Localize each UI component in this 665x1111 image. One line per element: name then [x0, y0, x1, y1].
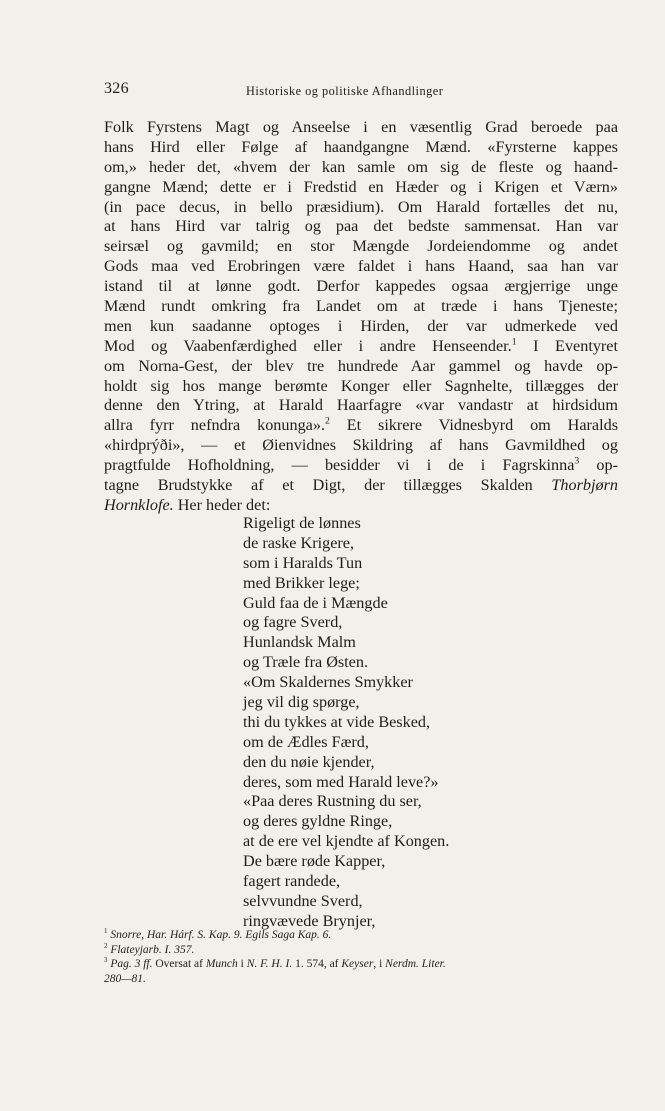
footnote-text: N. F. H. I. — [246, 958, 293, 970]
running-title: Historiske og politiske Afhandlinger — [246, 84, 444, 98]
verse-line: selvvundne Sverd, — [243, 891, 363, 910]
text-segment: Et sikrere Vidnesbyrd om Haralds — [329, 416, 618, 435]
footnote-text: Munch — [205, 958, 238, 970]
text-line: (in pace decus, in bello præsidium). Om Harald fortælles det nu, — [104, 197, 618, 216]
text-line: seirsæl og gavmild; en stor Mængde Jordeiendomme og andet — [104, 237, 618, 256]
page-header — [104, 80, 618, 100]
verse-line: «Paa deres Rustning du ser, — [243, 792, 422, 811]
text-line — [104, 337, 618, 357]
footnote-text: Snorre, Har. Hárf. S. Kap. 9. Egils Saga Kap. 6. — [110, 929, 332, 941]
text-line: Gods maa ved Erobringen være faldet i hans Haand, saa han var — [104, 257, 618, 276]
verse-line: jeg vil dig spørge, — [243, 693, 360, 712]
footnote-text: Nerdm. Liter. — [385, 958, 446, 970]
footnote-text: i — [237, 958, 247, 970]
verse-line: de raske Krigere, — [243, 533, 355, 552]
footnote-number: 1 — [104, 928, 108, 936]
body-paragraph — [104, 118, 618, 516]
verse-line: Rigeligt de lønnes — [243, 514, 361, 532]
verse-line: De bære røde Kapper, — [243, 852, 386, 871]
footnote-3 — [104, 957, 618, 972]
text-line: Mænd rundt omkring fra Landet om at træde i hans Tjeneste; — [104, 297, 618, 316]
verse-line: og fagre Sverd, — [243, 613, 343, 632]
text-line: gangne Mænd; dette er i Fredstid en Hæder og i Krigen et Værn» — [104, 177, 618, 196]
text-line: holdt sig hos mange berømte Konger eller Sagnhelte, tillægges der — [104, 376, 618, 395]
footnote-text: Keyser — [341, 958, 374, 970]
text-segment: allra fyrr nefndra konunga». — [104, 416, 325, 435]
footnote-3-continued — [104, 972, 618, 987]
text-segment: pragtfulde Hofholdning, — besidder vi i de i Fagrskinna — [104, 456, 575, 475]
verse-line: fagert randede, — [243, 872, 341, 891]
verse-line: som i Haralds Tun — [243, 553, 363, 572]
footnote-text: Flateyjarb. I. 357. — [110, 943, 195, 956]
skald-surname: Hornklofe. — [104, 495, 174, 514]
footnote-ref-1: 1 — [511, 336, 517, 348]
verse-line: om de Ædles Færd, — [243, 732, 369, 751]
poem-verse — [243, 514, 543, 932]
footnote-text: Pag. 3 ff. — [110, 958, 153, 970]
verse-line: ringvævede Brynjer, — [243, 911, 376, 930]
skald-name: Thorbjørn — [551, 476, 618, 495]
verse-line: at de ere vel kjendte af Kongen. — [243, 832, 450, 851]
text-segment: I Eventyret — [516, 336, 618, 355]
footnote-ref-3: 3 — [574, 456, 580, 467]
text-line — [104, 476, 618, 496]
page-number: 326 — [104, 80, 129, 97]
footnote-number: 2 — [104, 942, 108, 950]
verse-line: Hunlandsk Malm — [243, 633, 356, 652]
footnote-2 — [104, 943, 618, 958]
text-segment: Her heder det: — [173, 495, 271, 514]
text-line: at hans Hird var talrig og paa det bedste sammensat. Han var — [104, 217, 618, 236]
verse-line: og Træle fra Østen. — [243, 653, 369, 672]
footnote-ref-2: 2 — [325, 416, 330, 427]
text-line: om,» heder det, «hvem der kan samle om sig de fleste og haand- — [104, 157, 618, 176]
text-line — [104, 456, 618, 476]
verse-line: med Brikker lege; — [243, 573, 360, 592]
footnotes — [104, 928, 618, 986]
footnote-text: 1. 574, af — [292, 958, 342, 970]
footnote-number: 3 — [104, 957, 108, 965]
text-line: Folk Fyrstens Magt og Anseelse i en væsentlig Grad beroede paa — [104, 118, 618, 136]
text-line: om Norna-Gest, der blev tre hundrede Aar gammel og havde op- — [104, 356, 618, 375]
text-line — [104, 496, 618, 516]
text-segment: op- — [579, 456, 618, 475]
verse-line: «Om Skaldernes Smykker — [243, 673, 413, 692]
text-line: denne den Ytring, at Harald Haarfagre «var vandastr at hirdsidum — [104, 396, 618, 415]
text-line: «hirdprýði», — et Øienvidnes Skildring af hans Gavmildhed og — [104, 436, 618, 455]
text-line: men kun saadanne optoges i Hirden, der var udmerkede ved — [104, 316, 618, 335]
text-segment: tagne Brudstykke af et Digt, der tillægges Skalden — [104, 476, 552, 495]
verse-line: deres, som med Harald leve?» — [243, 772, 439, 791]
footnote-text: Oversat af — [152, 958, 206, 970]
footnote-text: 280—81. — [104, 972, 146, 985]
text-segment: Mod og Vaabenfærdighed eller i andre Henseender. — [104, 336, 512, 355]
verse-line: thi du tykkes at vide Besked, — [243, 712, 431, 731]
footnote-1 — [104, 928, 618, 943]
text-line: hans Hird eller Følge af haandgangne Mænd. «Fyrsterne kappes — [104, 137, 618, 156]
text-line: istand til at lønne godt. Derfor kappedes ogsaa ærgjerrige unge — [104, 277, 618, 296]
verse-line: og deres gyldne Ringe, — [243, 812, 393, 831]
footnote-text: , i — [373, 958, 386, 970]
verse-line: Guld faa de i Mængde — [243, 593, 388, 612]
text-line — [104, 416, 618, 436]
verse-line: den du nøie kjender, — [243, 752, 375, 771]
